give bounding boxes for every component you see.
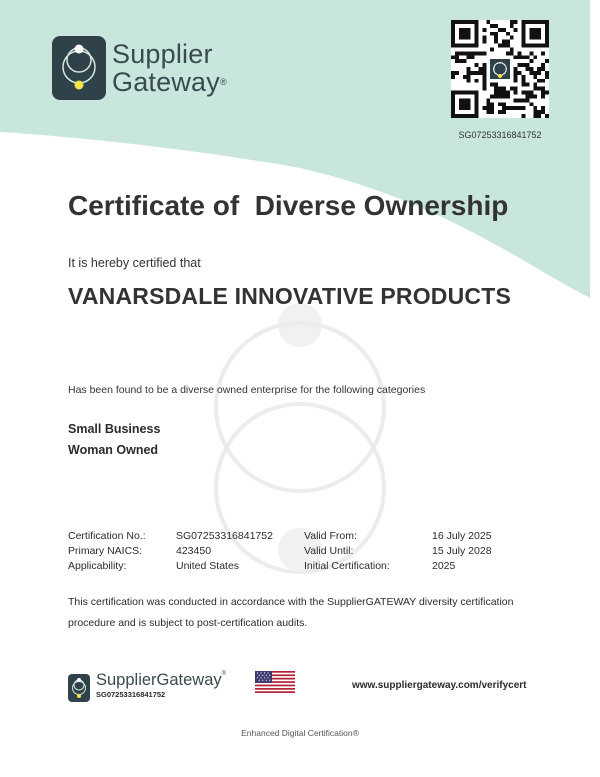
- brand-name-line1: Supplier: [112, 39, 213, 69]
- naics-label: Primary NAICS:: [68, 545, 143, 557]
- footer-logo-icon: [68, 674, 90, 702]
- verify-url: www.suppliergateway.com/verifycert: [352, 680, 527, 691]
- initial-cert-label: Initial Certification:: [304, 560, 390, 572]
- qr-code-icon: [451, 20, 549, 118]
- naics-value: 423450: [176, 545, 212, 557]
- initial-cert-value: 2025: [432, 560, 456, 572]
- applicability-value: United States: [176, 560, 240, 572]
- qr-code-caption: SG07253316841752: [458, 130, 542, 140]
- certification-statement: This certification was conducted in accordance with the SupplierGATEWAY diversity certification procedure and is subject to post-certification audits.: [68, 596, 514, 629]
- company-name: VANARSDALE INNOVATIVE PRODUCTS: [68, 283, 512, 309]
- valid-until-label: Valid Until:: [304, 545, 354, 557]
- brand-logo-icon: [52, 36, 106, 100]
- footer-trademark: ®: [221, 671, 227, 677]
- applicability-label: Applicability:: [68, 560, 127, 572]
- valid-from-label: Valid From:: [304, 530, 357, 542]
- valid-from-value: 16 July 2025: [432, 530, 492, 542]
- cert-no-label: Certification No.:: [68, 530, 146, 542]
- certificate-title: Certificate of Diverse Ownership: [68, 190, 509, 221]
- cert-no-value: SG07253316841752: [176, 530, 273, 542]
- category-small-business: Small Business: [68, 422, 161, 436]
- brand-trademark: ®: [219, 77, 227, 87]
- found-text: Has been found to be a diverse owned enterprise for the following categories: [68, 384, 426, 396]
- hereby-text: It is hereby certified that: [68, 256, 201, 270]
- brand-wordmark: [112, 40, 227, 96]
- enhanced-digital-certification: Enhanced Digital Certification®: [241, 728, 359, 738]
- footer-cert-code: SG07253316841752: [96, 690, 166, 699]
- us-flag-icon: [255, 671, 295, 693]
- brand-name-line2: Gateway: [112, 67, 220, 97]
- footer-brand-name: SupplierGateway: [96, 671, 222, 689]
- valid-until-value: 15 July 2028: [432, 545, 492, 557]
- category-woman-owned: Woman Owned: [68, 443, 159, 457]
